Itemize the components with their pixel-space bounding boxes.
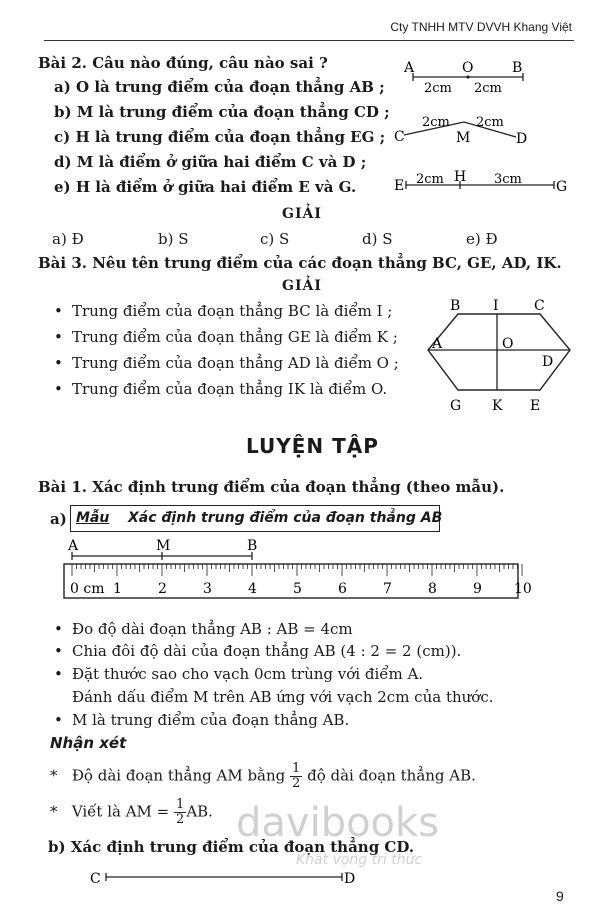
label-D: D — [516, 131, 528, 147]
label-A: A — [404, 60, 415, 76]
bai3-item-4: • Trung điểm của đoạn thẳng IK là điểm O. — [72, 380, 387, 398]
ruler-tick-label: 8 — [428, 581, 437, 597]
frac-den: 2 — [292, 776, 301, 791]
frac-num: 1 — [292, 761, 301, 776]
ruler-tick-label: 5 — [293, 581, 302, 597]
remark-2 — [50, 798, 213, 827]
ruler-tick-label: 9 — [473, 581, 482, 597]
remark-1 — [50, 762, 476, 791]
bai3-item-3: • Trung điểm của đoạn thẳng AD là điểm O ; — [72, 354, 399, 372]
ruler-label-B: B — [247, 538, 258, 554]
bai2-answer-a: a) Đ — [52, 230, 84, 248]
bai2-answer-c: c) S — [260, 230, 290, 248]
label-H: H — [454, 169, 467, 185]
len-EH: 2cm — [416, 172, 444, 187]
step-1: • Đo độ dài đoạn thẳng AB : AB = 4cm — [72, 620, 353, 638]
header-rule — [44, 40, 574, 41]
part-a-label: a) — [50, 510, 67, 528]
ruler-tick-label: 4 — [248, 581, 257, 597]
ruler-tick-label: 10 — [514, 581, 532, 597]
bai2-answer-d: d) S — [362, 230, 393, 248]
remark-2-post: AB. — [186, 802, 213, 821]
ruler-tick-label: 6 — [338, 581, 347, 597]
bai3-item-1: • Trung điểm của đoạn thẳng BC là điểm I ; — [72, 302, 392, 320]
hexagon-figure — [420, 294, 580, 418]
bai2-item-a: a) O là trung điểm của đoạn thẳng AB ; — [54, 78, 385, 96]
mau-text: Xác định trung điểm của đoạn thẳng AB — [128, 510, 443, 526]
publisher-header: Cty TNHH MTV DVVH Khang Việt — [390, 20, 572, 34]
bai3-title: Bài 3. Nêu tên trung điểm của các đoạn thẳng BC, GE, AD, IK. — [38, 254, 562, 272]
frac-num-2: 1 — [176, 797, 185, 812]
remark-1-star: * — [50, 766, 58, 785]
bai2-answer-e: e) Đ — [466, 230, 498, 248]
part-b: b) Xác định trung điểm của đoạn thẳng CD. — [48, 838, 415, 856]
bai2-figures — [388, 56, 578, 206]
ruler-body — [64, 564, 518, 598]
section-title: LUYỆN TẬP — [246, 434, 379, 458]
bai2-item-d: d) M là điểm ở giữa hai điểm C và D ; — [54, 153, 367, 171]
ruler-tick-label: 2 — [158, 581, 167, 597]
len-CM: 2cm — [422, 115, 450, 130]
label-B: B — [512, 60, 523, 76]
label-O: O — [462, 60, 474, 76]
figure-segment-cd — [394, 115, 527, 147]
hex-label-B: B — [450, 298, 461, 314]
cd-label-D: D — [344, 871, 356, 887]
hex-label-E: E — [530, 398, 541, 414]
len-MD: 2cm — [476, 115, 504, 130]
watermark-slogan: Khát vọng tri thức — [296, 852, 423, 868]
label-G: G — [556, 179, 568, 195]
bai3-giai: GIẢI — [282, 278, 322, 294]
frac-den-2: 2 — [176, 812, 185, 827]
cd-label-C: C — [90, 871, 101, 887]
label-C: C — [394, 129, 405, 145]
mau-label: Mẫu — [76, 510, 110, 526]
label-M: M — [456, 130, 471, 146]
ruler-tick-label: 3 — [203, 581, 212, 597]
remark-2-star: * — [50, 802, 58, 821]
bai2-item-c: c) H là trung điểm của đoạn thẳng EG ; — [54, 128, 386, 146]
figure-segment-ab — [403, 60, 523, 96]
step-3b: Đánh dấu điểm M trên AB ứng với vạch 2cm của thước. — [72, 688, 494, 706]
fraction-half-2 — [174, 798, 186, 827]
ruler-tick-label: 1 — [113, 581, 122, 597]
figure-segment-eg — [394, 169, 567, 195]
ruler-tick-label: 7 — [383, 581, 392, 597]
bai2-title: Bài 2. Câu nào đúng, câu nào sai ? — [38, 54, 328, 72]
remark-1-pre: Độ dài đoạn thẳng AM bằng — [71, 766, 286, 785]
len-OB: 2cm — [474, 81, 502, 96]
hex-label-G: G — [450, 398, 462, 414]
label-E: E — [394, 178, 405, 194]
len-AO: 2cm — [424, 81, 452, 96]
ruler-unit: 0 cm — [70, 581, 105, 597]
remark-1-post: độ dài đoạn thẳng AB. — [307, 766, 476, 785]
watermark-brand: davibooks — [236, 800, 440, 846]
hex-label-C: C — [534, 298, 545, 314]
hex-label-A: A — [432, 336, 443, 352]
fraction-half — [290, 762, 302, 791]
nhan-xet-heading: Nhận xét — [50, 734, 127, 752]
bai2-giai: GIẢI — [282, 206, 322, 222]
bai2-answer-b: b) S — [158, 230, 189, 248]
ruler-figure — [44, 536, 534, 606]
hex-label-O: O — [502, 336, 514, 352]
ruler-label-A: A — [68, 538, 79, 554]
step-2: • Chia đôi độ dài của đoạn thẳng AB (4 : 2 = 2 (cm)). — [72, 642, 461, 660]
remark-2-pre: Viết là AM = — [71, 802, 170, 821]
ruler-label-M: M — [156, 538, 171, 554]
bai3-item-2: • Trung điểm của đoạn thẳng GE là điểm K ; — [72, 328, 398, 346]
hex-label-K: K — [492, 398, 503, 414]
hex-label-I: I — [493, 298, 499, 314]
bai2-item-b: b) M là trung điểm của đoạn thẳng CD ; — [54, 103, 390, 121]
step-4: • M là trung điểm của đoạn thẳng AB. — [72, 711, 349, 729]
step-3: • Đặt thước sao cho vạch 0cm trùng với điểm A. — [72, 665, 423, 683]
hex-label-D: D — [542, 354, 554, 370]
len-HG: 3cm — [494, 172, 522, 187]
page-number: 9 — [556, 888, 564, 904]
bai1-title: Bài 1. Xác định trung điểm của đoạn thẳng (theo mẫu). — [38, 478, 505, 496]
bai2-item-e: e) H là điểm ở giữa hai điểm E và G. — [54, 178, 357, 196]
